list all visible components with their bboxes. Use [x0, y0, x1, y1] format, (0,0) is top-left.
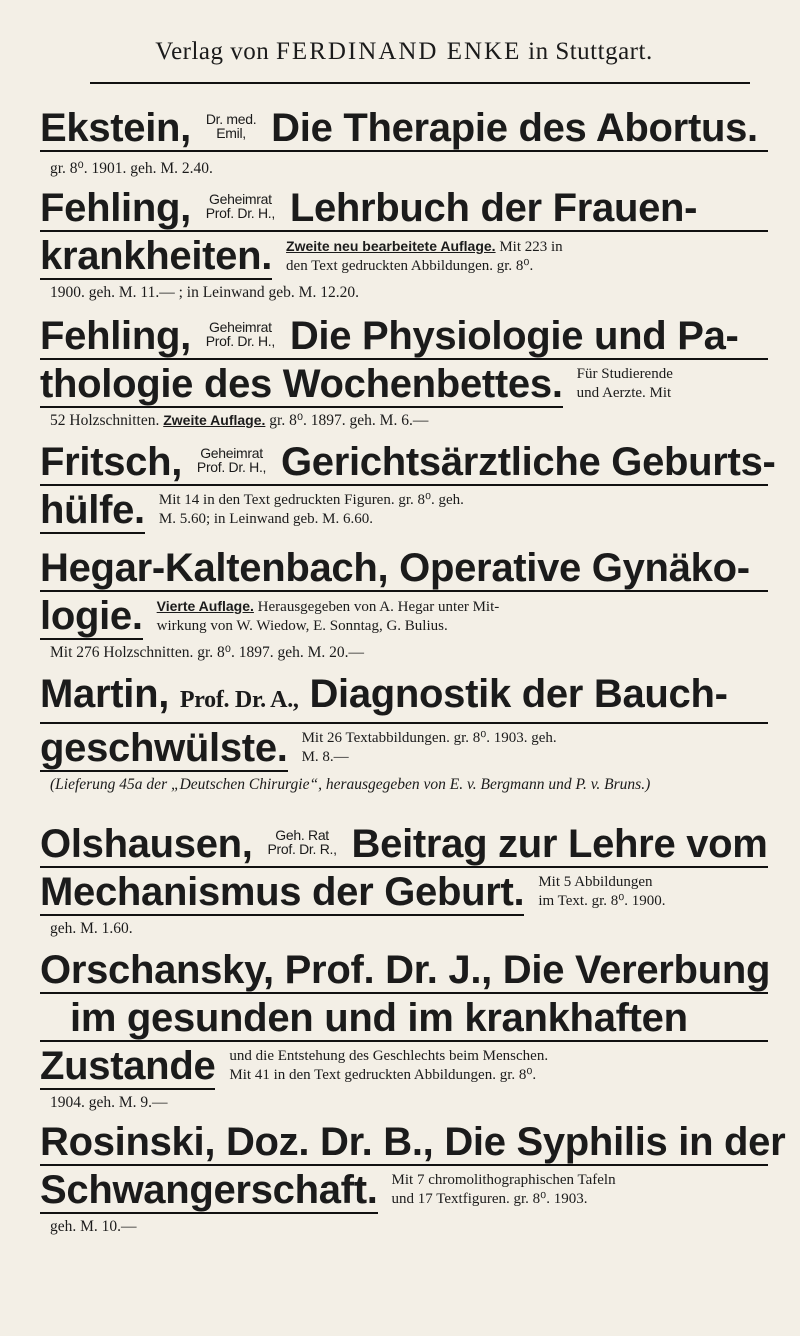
- book-title-line-1: Operative Gynäko-: [399, 546, 750, 590]
- book-title-line-2: logie.: [40, 594, 143, 638]
- book-note: Für Studierende und Aerzte. Mit: [576, 366, 673, 401]
- book-entry-fritsch: [40, 440, 776, 534]
- author-name: Martin,: [40, 672, 170, 716]
- book-details: gr. 8⁰. 1901. geh. M. 2.40.: [50, 160, 213, 177]
- book-title-line-1: Gerichtsärztliche Geburts-: [280, 440, 776, 484]
- author-name: Orschansky, Prof. Dr. J.,: [40, 948, 492, 992]
- book-title-line-2: krankheiten.: [40, 234, 273, 278]
- book-note: und die Entstehung des Geschlechts beim Menschen. Mit 41 in den Text gedruckten Abbildungen. gr. 8⁰.: [229, 1048, 549, 1083]
- book-title-line-3: Zustande: [40, 1044, 216, 1088]
- book-details: 1904. geh. M. 9.—: [50, 1094, 168, 1111]
- author-name: Rosinski, Doz. Dr. B.,: [40, 1120, 434, 1164]
- entry-headline: [40, 822, 768, 868]
- book-details: Mit 276 Holzschnitten. gr. 8⁰. 1897. geh. M. 20.—: [50, 644, 365, 661]
- book-title-line-2: im gesunden und im krankhaften: [40, 996, 768, 1042]
- author-qualification: Geh. Rat Prof. Dr. R.,: [267, 827, 337, 858]
- book-entry-martin: [40, 672, 768, 795]
- title-row-2: [40, 488, 768, 534]
- book-note: Mit 5 Abbildungen im Text. gr. 8⁰. 1900.: [538, 874, 666, 909]
- edition-label: Vierte Auflage.: [156, 598, 254, 614]
- entry-headline: [40, 948, 771, 994]
- book-entry-rosinski: [40, 1120, 786, 1237]
- book-title-line-1: Die Syphilis in der: [444, 1120, 786, 1164]
- author-qualification: Prof. Dr. A.,: [179, 687, 299, 713]
- entry-headline: [40, 672, 768, 724]
- publisher-prefix: Verlag von: [155, 38, 270, 65]
- author-name: Fehling,: [40, 186, 191, 230]
- book-details: 52 Holzschnitten. Zweite Auflage. gr. 8⁰. 1897. geh. M. 6.—: [50, 412, 429, 429]
- title-row-2: [40, 362, 768, 408]
- book-note: Vierte Auflage. Herausgegeben von A. Hegar unter Mit- wirkung von W. Wiedow, E. Sonntag, G. Bulius.: [156, 598, 500, 634]
- author-qualification: Geheimrat Prof. Dr. H.,: [196, 445, 267, 476]
- book-title-line-2: geschwülste.: [40, 726, 288, 770]
- book-title-line-1: Beitrag zur Lehre vom: [351, 822, 768, 866]
- entry-headline: [40, 440, 776, 486]
- book-title-line-2: Mechanismus der Geburt.: [40, 870, 525, 914]
- author-qualification: Geheimrat Prof. Dr. H.,: [205, 319, 275, 350]
- book-details: 1900. geh. M. 11.— ; in Leinwand geb. M. 12.20.: [50, 284, 359, 301]
- book-title-line-1: Lehrbuch der Frauen-: [289, 186, 698, 230]
- author-name: Fehling,: [40, 314, 191, 358]
- book-title-line-2: thologie des Wochenbettes.: [40, 362, 563, 406]
- entry-headline: [40, 546, 768, 592]
- book-entry-ekstein: [40, 106, 768, 179]
- title-row-2: [40, 726, 768, 772]
- book-entry-fehling-physiologie: [40, 314, 768, 431]
- book-entry-hegar-kaltenbach: [40, 546, 768, 663]
- title-row-3: [40, 1044, 768, 1090]
- book-series-note: (Lieferung 45a der „Deutschen Chirurgie“, herausgegeben von E. v. Bergmann und P. v. Bruns.): [50, 776, 651, 793]
- entry-headline: [40, 314, 768, 360]
- title-row-2: [40, 1168, 768, 1214]
- entry-headline: [40, 106, 768, 152]
- book-title-line-2: hülfe.: [40, 488, 145, 532]
- book-note: Zweite neu bearbeitete Auflage. Mit 223 in den Text gedruckten Abbildungen. gr. 8⁰.: [286, 238, 563, 274]
- author-qualification: Dr. med. Emil,: [205, 111, 257, 142]
- book-details: geh. M. 1.60.: [50, 920, 133, 937]
- publisher-name: FERDINAND ENKE: [276, 38, 522, 65]
- book-title-line-1: Diagnostik der Bauch-: [309, 672, 728, 716]
- title-row-2: [40, 594, 768, 640]
- book-note: Mit 14 in den Text gedruckten Figuren. gr. 8⁰. geh. M. 5.60; in Leinwand geb. M. 6.60.: [158, 492, 464, 527]
- book-title-line-2: Schwangerschaft.: [40, 1168, 378, 1212]
- author-name: Fritsch,: [40, 440, 183, 484]
- author-name: Olshausen,: [40, 822, 253, 866]
- author-name: Hegar-Kaltenbach,: [40, 546, 389, 590]
- book-title-line-1: Die Vererbung: [502, 948, 771, 992]
- book-entry-fehling-lehrbuch: [40, 186, 768, 303]
- book-title: Die Therapie des Abortus.: [271, 106, 758, 150]
- book-entry-olshausen: [40, 822, 768, 939]
- entry-headline: [40, 1120, 786, 1166]
- title-row-2: [40, 234, 768, 280]
- book-note: Mit 26 Textabbildungen. gr. 8⁰. 1903. geh. M. 8.—: [301, 730, 557, 765]
- book-entry-orschansky: [40, 948, 771, 1113]
- entry-headline: [40, 186, 768, 232]
- book-note: Mit 7 chromolithographischen Tafeln und 17 Textfiguren. gr. 8⁰. 1903.: [391, 1172, 616, 1207]
- publisher-line: [40, 38, 768, 66]
- book-details: geh. M. 10.—: [50, 1218, 137, 1235]
- publisher-suffix: in Stuttgart.: [528, 38, 653, 65]
- author-name: Ekstein,: [40, 106, 191, 150]
- edition-label: Zweite Auflage.: [163, 412, 266, 428]
- book-title-line-1: Die Physiologie und Pa-: [289, 314, 739, 358]
- header-rule: [90, 82, 750, 84]
- title-row-2: [40, 870, 768, 916]
- edition-label: Zweite neu bearbeitete Auflage.: [286, 238, 496, 254]
- author-qualification: Geheimrat Prof. Dr. H.,: [205, 191, 275, 222]
